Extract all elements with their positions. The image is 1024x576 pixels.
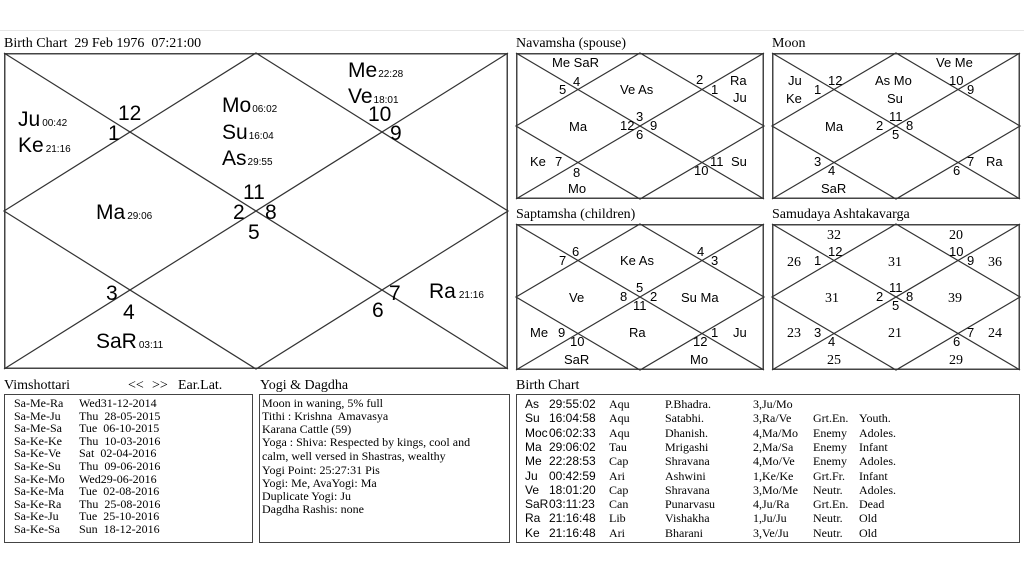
sign-number: 7 <box>389 282 401 305</box>
ashtakavarga-title: Samudaya Ashtakavarga <box>772 207 910 222</box>
main-birth-chart[interactable] <box>4 53 508 369</box>
table-cell-relation: Neutr. <box>813 482 843 497</box>
planet-su: Su16:04 <box>222 121 274 144</box>
list-item-date: Wed31-12-2014 <box>79 396 157 410</box>
sign-number: 11 <box>889 280 903 295</box>
yogi-line: Dagdha Rashis: none <box>262 502 364 516</box>
sign-number: 2 <box>650 289 658 304</box>
sign-number: 11 <box>889 109 903 124</box>
sign-number: 4 <box>573 74 581 89</box>
planet-ra: Ra 21:16 <box>429 280 484 303</box>
planet-me: Me22:28 <box>348 59 404 82</box>
list-item[interactable]: Sa-Ke-Ve <box>14 446 61 461</box>
sign-number: 9 <box>650 118 658 133</box>
planets-label: Ke As <box>620 253 654 268</box>
planets-label: Ma <box>569 119 588 134</box>
table-cell-degree: 18:01:20 <box>549 482 596 497</box>
yogi-line: Tithi : Krishna Amavasya <box>262 409 389 423</box>
table-cell-pada: 3,Mo/Me <box>753 482 798 497</box>
table-cell-avastha: Dead <box>859 497 885 512</box>
table-cell-sign: Ari <box>609 525 625 540</box>
list-item-date: Tue 25-10-2016 <box>79 509 160 524</box>
table-cell-pada: 4,Ma/Mo <box>753 425 798 440</box>
list-item[interactable]: Sa-Ke-Ma <box>14 484 64 499</box>
table-cell-nakshatra: Bharani <box>665 525 703 540</box>
table-cell-pada: 3,Ra/Ve <box>753 411 792 426</box>
sign-number: 4 <box>697 244 705 259</box>
sign-number: 12 <box>693 334 708 349</box>
yogi-line: Yogi: Me, AvaYogi: Ma <box>262 476 377 490</box>
sign-number: 9 <box>390 122 402 145</box>
table-cell-degree: 29:55:02 <box>549 397 596 411</box>
table-cell-sign: Aqu <box>609 411 630 426</box>
planets-label: Ju <box>788 73 802 88</box>
sign-number: 1 <box>711 82 719 97</box>
table-cell-nakshatra: Ashwini <box>665 468 706 483</box>
yogi-dagdha-title: Yogi & Dagdha <box>260 378 349 393</box>
vimshottari-list[interactable] <box>4 394 253 543</box>
planets-label: Ve <box>569 290 585 305</box>
list-item-date: Wed29-06-2016 <box>79 471 157 486</box>
birth-table-title: Birth Chart <box>516 378 580 393</box>
table-cell-sign: Tau <box>609 439 627 454</box>
ashtaka-value: 23 <box>787 326 801 341</box>
planets-label: Me <box>530 325 549 340</box>
saptamsha-title: Saptamsha (children) <box>516 207 636 222</box>
planets-label: Ke <box>786 91 802 106</box>
table-cell-pada: 4,Ju/Ra <box>753 497 790 512</box>
table-cell-avastha: Adoles. <box>859 425 896 440</box>
planet-mo: Mo06:02 <box>222 94 278 117</box>
sign-number: 2 <box>233 201 245 224</box>
yogi-line: calm, well versed in Shastras, wealthy <box>262 449 446 463</box>
table-cell-degree: 29:06:02 <box>549 439 596 454</box>
table-cell-planet: Ju <box>525 468 538 483</box>
sign-number: 9 <box>967 253 975 268</box>
table-cell-nakshatra: Punarvasu <box>665 497 715 512</box>
list-item-date: Tue 02-08-2016 <box>79 484 160 499</box>
table-cell-relation: Enemy <box>813 439 847 454</box>
planet-as: As29:55 <box>222 147 273 170</box>
ear-lat-toggle[interactable]: Ear.Lat. <box>178 378 223 393</box>
planets-label: Me SaR <box>552 55 599 70</box>
table-cell-pada: 2,Ma/Sa <box>753 439 794 454</box>
table-cell-planet: Ke <box>525 525 540 540</box>
sign-number: 3 <box>106 282 118 305</box>
ashtaka-value: 31 <box>825 291 839 306</box>
table-cell-degree: 00:42:59 <box>549 468 596 483</box>
planets-label: Ju <box>733 325 747 340</box>
planets-label: Ve Me <box>936 55 973 70</box>
sign-number: 10 <box>368 103 392 126</box>
yogi-line: Karana Cattle (59) <box>262 422 352 436</box>
list-item-date: Sat 02-04-2016 <box>79 446 157 461</box>
sign-number: 7 <box>559 253 567 268</box>
sign-number: 5 <box>892 298 900 313</box>
moon-chart[interactable] <box>772 53 1020 199</box>
sign-number: 1 <box>814 253 822 268</box>
list-item[interactable]: Sa-Me-Ra <box>14 396 64 410</box>
table-cell-degree: 16:04:58 <box>549 411 596 426</box>
sign-number: 10 <box>570 334 585 349</box>
planets-label: Ju <box>733 90 747 105</box>
prev-button[interactable]: << <box>128 378 144 393</box>
table-cell-pada: 3,Ju/Mo <box>753 397 793 411</box>
table-cell-planet: Ve <box>525 482 540 497</box>
sign-number: 7 <box>555 154 563 169</box>
table-cell-sign: Ari <box>609 468 625 483</box>
list-item-date: Thu 10-03-2016 <box>79 433 161 448</box>
sign-number: 12 <box>828 244 843 259</box>
list-item[interactable]: Sa-Ke-Ju <box>14 509 59 524</box>
table-cell-sign: Aqu <box>609 397 630 411</box>
birth-chart-table <box>516 394 1020 543</box>
sign-number: 5 <box>892 127 900 142</box>
list-item-date: Sun 18-12-2016 <box>79 522 160 536</box>
table-cell-nakshatra: Vishakha <box>665 511 710 526</box>
table-cell-degree: 06:02:33 <box>549 425 596 440</box>
planets-label: Mo <box>568 181 587 196</box>
table-cell-sign: Cap <box>609 482 629 497</box>
sign-number: 6 <box>953 334 961 349</box>
table-cell-planet: Ra <box>525 511 541 526</box>
table-cell-nakshatra: P.Bhadra. <box>665 397 711 411</box>
list-item-date: Thu 28-05-2015 <box>79 408 161 423</box>
table-cell-relation: Neutr. <box>813 511 843 526</box>
planets-label: SaR <box>821 181 847 196</box>
sign-number: 1 <box>711 325 719 340</box>
sign-number: 3 <box>711 253 719 268</box>
table-cell-nakshatra: Shravana <box>665 454 710 469</box>
next-button[interactable]: >> <box>152 378 168 393</box>
table-cell-planet: Me <box>525 454 542 469</box>
sign-number: 3 <box>814 154 822 169</box>
planet-ve: Ve18:01 <box>348 85 399 108</box>
table-cell-nakshatra: Shravana <box>665 482 710 497</box>
sign-number: 11 <box>710 154 724 169</box>
planets-label: Ma <box>825 119 844 134</box>
sign-number: 6 <box>372 299 384 322</box>
table-cell-sign: Cap <box>609 454 629 469</box>
table-cell-avastha: Youth. <box>859 411 891 426</box>
sign-number: 6 <box>572 244 580 259</box>
planets-label: Ra <box>629 325 646 340</box>
planets-label: Su <box>731 154 747 169</box>
table-cell-planet: Ma <box>525 439 542 454</box>
table-cell-degree: 21:16:48 <box>549 511 596 526</box>
top-divider <box>0 30 1024 31</box>
sign-number: 12 <box>620 118 635 133</box>
planet-sar: SaR 03:11 <box>96 330 164 353</box>
sign-number: 9 <box>967 82 975 97</box>
table-cell-sign: Can <box>609 497 629 512</box>
list-item[interactable]: Sa-Ke-Sa <box>14 522 60 536</box>
table-cell-sign: Lib <box>609 511 626 526</box>
list-item[interactable]: Sa-Ke-Ke <box>14 433 62 448</box>
planets-label: Su Ma <box>681 290 719 305</box>
ashtaka-value: 21 <box>888 326 902 341</box>
planets-label: Ra <box>986 154 1003 169</box>
ashtaka-value: 24 <box>988 326 1002 341</box>
table-cell-pada: 1,Ju/Ju <box>753 511 787 526</box>
list-item[interactable]: Sa-Ke-Su <box>14 459 61 473</box>
table-cell-nakshatra: Dhanish. <box>665 425 708 440</box>
sign-number: 2 <box>876 289 884 304</box>
sign-number: 7 <box>967 325 975 340</box>
table-cell-relation: Enemy <box>813 454 847 469</box>
navamsha-chart[interactable] <box>516 53 764 199</box>
ashtaka-value: 31 <box>888 255 902 270</box>
list-item[interactable]: Sa-Ke-Ra <box>14 496 62 511</box>
table-cell-avastha: Old <box>859 511 877 526</box>
sign-number: 5 <box>636 280 644 295</box>
planet-ju: Ju 00:42 <box>18 108 68 131</box>
planets-label: Su <box>887 91 903 106</box>
list-item[interactable]: Sa-Ke-Mo <box>14 471 65 486</box>
table-cell-planet: Su <box>525 411 540 426</box>
yogi-line: Moon in waning, 5% full <box>262 396 383 410</box>
sign-number: 8 <box>906 118 914 133</box>
yogi-line: Duplicate Yogi: Ju <box>262 489 352 503</box>
planets-label: SaR <box>564 352 590 367</box>
yogi-line: Yoga : Shiva: Respected by kings, cool and <box>262 435 471 449</box>
table-cell-nakshatra: Mrigashi <box>665 439 709 454</box>
table-cell-degree: 03:11:23 <box>549 497 595 512</box>
sign-number: 3 <box>814 325 822 340</box>
table-cell-pada: 3,Ve/Ju <box>753 525 789 540</box>
yogi-line: Yogi Point: 25:27:31 Pis <box>262 463 380 477</box>
ashtaka-value: 20 <box>949 228 963 243</box>
list-item[interactable]: Sa-Me-Ju <box>14 408 61 423</box>
sign-number: 7 <box>967 154 975 169</box>
navamsha-title: Navamsha (spouse) <box>516 36 627 51</box>
list-item-date: Thu 09-06-2016 <box>79 459 161 473</box>
table-cell-avastha: Old <box>859 525 877 540</box>
table-cell-pada: 1,Ke/Ke <box>753 468 794 483</box>
ashtaka-value: 39 <box>948 291 962 306</box>
ashtaka-value: 25 <box>827 353 841 368</box>
ashtaka-value: 29 <box>949 353 963 368</box>
yogi-dagdha-panel <box>259 394 510 543</box>
sign-number: 11 <box>243 181 265 204</box>
sign-number: 4 <box>123 301 135 324</box>
table-cell-sign: Aqu <box>609 425 630 440</box>
sign-number: 3 <box>636 109 644 124</box>
sign-number: 4 <box>828 334 836 349</box>
ashtaka-value: 32 <box>827 228 841 243</box>
sign-number: 8 <box>620 289 628 304</box>
table-cell-relation: Grt.En. <box>813 411 849 426</box>
table-cell-degree: 22:28:53 <box>549 454 596 469</box>
sign-number: 8 <box>265 201 277 224</box>
sign-number: 5 <box>248 221 260 244</box>
sign-number: 12 <box>828 73 843 88</box>
table-cell-pada: 4,Mo/Ve <box>753 454 795 469</box>
vimshottari-title: Vimshottari <box>4 378 71 393</box>
table-cell-relation: Neutr. <box>813 525 843 540</box>
sign-number: 8 <box>906 289 914 304</box>
planet-ma: Ma 29:06 <box>96 201 153 224</box>
sign-number: 1 <box>814 82 822 97</box>
moon-chart-title: Moon <box>772 36 806 51</box>
table-cell-relation: Enemy <box>813 425 847 440</box>
ashtakavarga-chart[interactable] <box>772 224 1020 370</box>
table-cell-planet: SaR <box>525 497 549 512</box>
planets-label: Mo <box>690 352 709 367</box>
sign-number: 12 <box>118 102 142 125</box>
ashtaka-value: 36 <box>988 255 1002 270</box>
table-cell-avastha: Adoles. <box>859 482 896 497</box>
sign-number: 8 <box>573 165 581 180</box>
list-item[interactable]: Sa-Me-Sa <box>14 421 62 436</box>
planets-label: Ke <box>530 154 546 169</box>
table-cell-planet: Moc <box>525 425 548 440</box>
sign-number: 2 <box>696 72 704 87</box>
sign-number: 10 <box>694 163 709 178</box>
list-item-date: Thu 25-08-2016 <box>79 496 161 511</box>
ashtaka-value: 26 <box>787 255 801 270</box>
sign-number: 1 <box>108 122 120 145</box>
table-cell-planet: As <box>525 397 540 411</box>
planets-label: Ve As <box>620 82 654 97</box>
sign-number: 6 <box>636 127 644 142</box>
planets-label: Ra <box>730 73 747 88</box>
saptamsha-chart[interactable] <box>516 224 764 370</box>
table-cell-nakshatra: Satabhi. <box>665 411 704 426</box>
sign-number: 5 <box>559 82 567 97</box>
sign-number: 11 <box>633 298 647 313</box>
sign-number: 9 <box>558 325 566 340</box>
main-chart-title: Birth Chart 29 Feb 1976 07:21:00 <box>4 36 202 51</box>
sign-number: 2 <box>876 118 884 133</box>
planet-ke: Ke 21:16 <box>18 134 71 157</box>
table-cell-relation: Grt.Fr. <box>813 468 846 483</box>
list-item-date: Tue 06-10-2015 <box>79 421 160 436</box>
sign-number: 10 <box>949 244 964 259</box>
table-cell-avastha: Infant <box>859 439 888 454</box>
sign-number: 10 <box>949 73 964 88</box>
sign-number: 4 <box>828 163 836 178</box>
table-cell-degree: 21:16:48 <box>549 525 596 540</box>
planets-label: As Mo <box>875 73 912 88</box>
table-cell-avastha: Adoles. <box>859 454 896 469</box>
table-cell-relation: Grt.En. <box>813 497 849 512</box>
table-cell-avastha: Infant <box>859 468 888 483</box>
sign-number: 6 <box>953 163 961 178</box>
